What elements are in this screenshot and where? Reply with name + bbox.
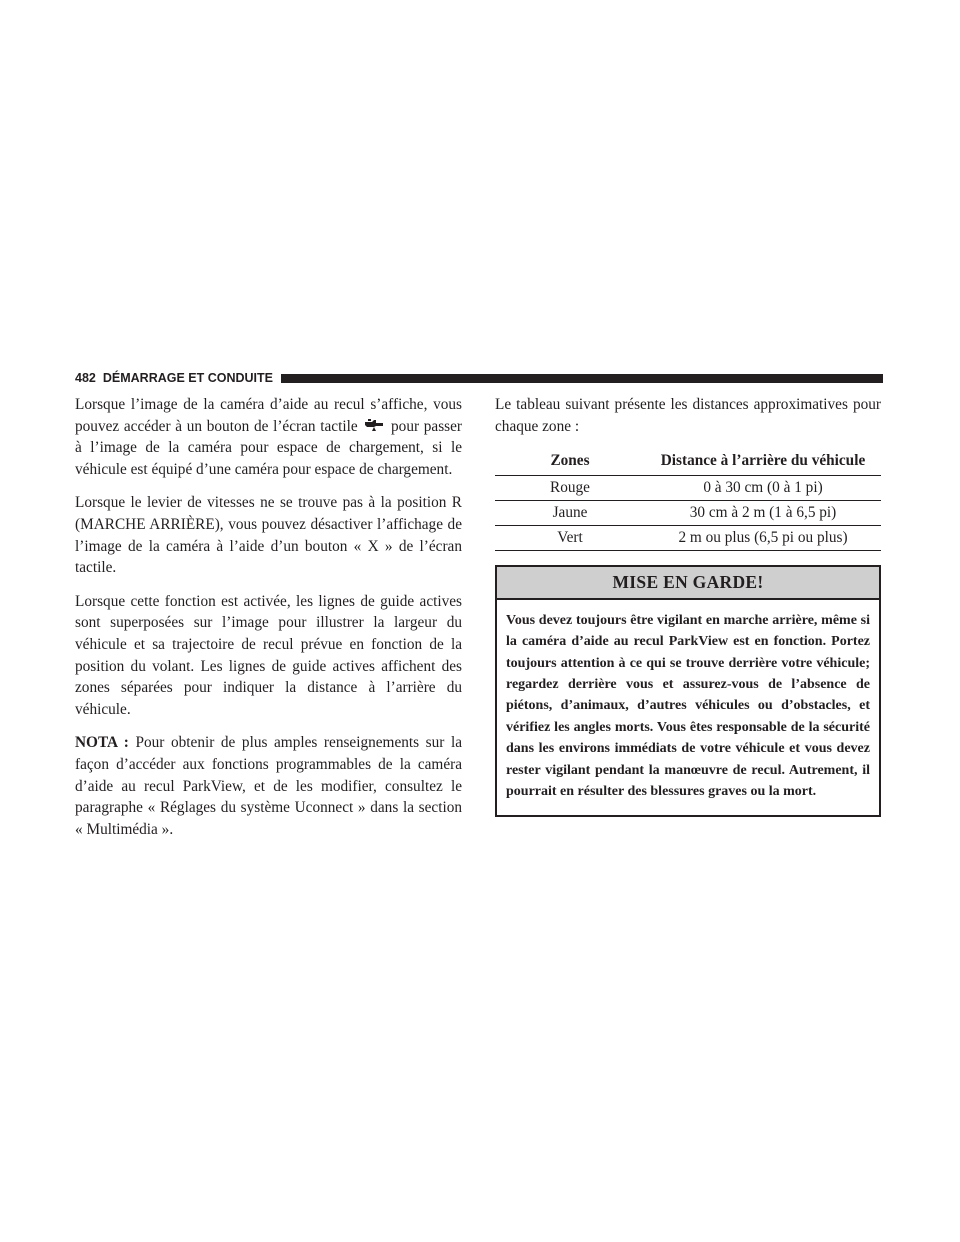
zones-table xyxy=(495,448,881,551)
paragraph-guide-lines: Lorsque cette fonction est activée, les lignes de guide actives sont superposées sur l’image pour illustrer la largeur du véhicule et sa trajectoire de recul prévue en fonction de la position du volant. Les lignes de guide actives affichent des zones séparées pour indiquer la distance à l’arrière du véhicule. xyxy=(75,592,462,718)
column-header-distance: Distance à l’arrière du véhicule xyxy=(645,448,881,476)
note-label: NOTA : xyxy=(75,734,129,752)
page-header xyxy=(75,370,883,386)
paragraph-disable-display: Lorsque le levier de vitesses ne se trouve pas à la position R (MARCHE ARRIÈRE), vous pouvez désactiver l’affichage de l’image de la caméra à l’aide d’un bouton « X » de l’écran tactile. xyxy=(75,494,462,577)
header-rule xyxy=(281,374,883,383)
column-header-zones: Zones xyxy=(495,448,645,476)
table-intro: Le tableau suivant présente les distances approximatives pour chaque zone : xyxy=(495,396,881,435)
zone-cell: Jaune xyxy=(495,501,645,526)
caution-title: MISE EN GARDE! xyxy=(497,567,879,600)
table-row xyxy=(495,501,881,526)
right-column xyxy=(495,394,881,817)
left-column xyxy=(75,394,462,852)
page-number: 482 xyxy=(75,371,96,385)
distance-cell: 0 à 30 cm (0 à 1 pi) xyxy=(645,476,881,501)
note-paragraph xyxy=(75,732,462,840)
zone-cell: Vert xyxy=(495,526,645,551)
cargo-camera-icon xyxy=(362,418,386,432)
table-row xyxy=(495,526,881,551)
paragraph-cargo-camera-start: Lorsque l’image de la caméra d’aide au recul s’affiche, vous pouvez accéder à un bouton de l’écran tactile xyxy=(75,396,462,435)
caution-box xyxy=(495,565,881,817)
table-header-row xyxy=(495,448,881,476)
section-title: DÉMARRAGE ET CONDUITE xyxy=(102,371,274,385)
caution-text: Vous devez toujours être vigilant en marche arrière, même si la caméra d’aide au recul ParkView est en fonction. Portez toujours attention à ce qui se trouve derrière votre véhicule; regardez derrière vous et assurez-vous de l’absence de piétons, d’animaux, d’autres véhicules ou d’obstacles, et vérifiez les angles morts. Vous êtes responsable de la sécurité dans les environs immédiats de votre véhicule et vous devez rester vigilant pendant la manœuvre de recul. Autrement, il pourrait en résulter des blessures graves ou la mort. xyxy=(506,612,870,800)
note-text: Pour obtenir de plus amples renseignements sur la façon d’accéder aux fonctions programmables de la caméra d’aide au recul ParkView, et de les modifier, consultez le paragraphe « Réglages du système Uconnect » dans la section « Multimédia ». xyxy=(75,734,462,838)
distance-cell: 2 m ou plus (6,5 pi ou plus) xyxy=(645,526,881,551)
paragraph-cargo-camera xyxy=(75,394,462,480)
paragraph-cargo-camera-end: pour passer à l’image de la caméra pour espace de chargement, si le véhicule est équipé d’une caméra pour espace de chargement. xyxy=(75,417,462,478)
table-row xyxy=(495,476,881,501)
distance-cell: 30 cm à 2 m (1 à 6,5 pi) xyxy=(645,501,881,526)
zone-cell: Rouge xyxy=(495,476,645,501)
